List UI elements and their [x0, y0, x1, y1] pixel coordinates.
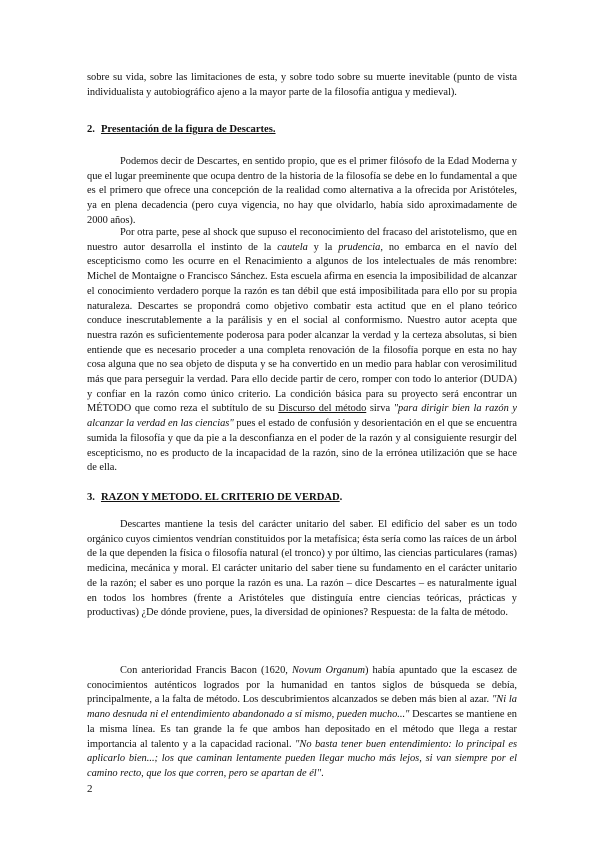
text-run: y la	[307, 241, 339, 253]
section-2-title: Presentación de la figura de Descartes.	[100, 124, 276, 135]
text-run: , no embarca en el navío del escepticismo como les ocurre en el Renacimiento a algunos de los intelectuales de más renombre: Michel de Montaigne o Francisco Sánchez. Esta escuela afirma en esencia la imposibilidad de alcanzar el conocimiento verdadero porque la razón es tan débil que está imposibilitada para ello por su propia naturaleza. Descartes se propondrá como objetivo combatir esta actitud que en el plano teórico conduce inescrutablemente a la parálisis y en el social al conformismo. Nuestro autor acepta que nuestra razón es suficientemente poderosa para poder alcanzar la verdad y la certeza absolutas, si bien entiende que es necesario proceder a una completa renovación de la filosofía porque en esta no hay cosa alguna que no sea objeto de disputa y se ha convertido en un medio para hablar con verosimilitud más que para perseguir la verdad. Para ello decide partir de cero, romper con todo lo anterior (DUDA) y confiar en la razón como único criterio. La condición básica para su proyecto será encontrar un MÉTODO que como reza el subtítulo de su	[87, 241, 517, 415]
quote-bacon: "Ni la mano desnuda ni el entendimiento abandonado a sí mismo, pueden mucho..."	[87, 694, 517, 721]
section-3-paragraph-1: Descartes mantiene la tesis del carácter unitario del saber. El edificio del saber es un todo orgánico cuyos cimientos vendrían constituidos por la metafísica; ésta sería como las raíces de un árbol de la que dependen la física o filosofía natural (el tronco) y por último, las ciencias particulares (ramas) medicina, mecánica y moral. El carácter unitario del saber tiene su fundamento en el carácter unitario de la razón; el saber es uno porque la razón es una. La razón – dice Descartes – es naturalmente igual en todos los hombres (frente a Aristóteles que distinguía entre ciencias teóricas, prácticas y productivas) ¿De dónde proviene, pues, la diversidad de opiniones? Respuesta: de la falta de método.	[87, 519, 517, 619]
text-run: pues el estado de confusión y desorientación en el que se encuentra sumida la filosofía y que da pie a la desconfianza en el poder de la razón y al consiguiente resurgir del escepticismo, no es producto de la incapacidad de la razón, sino de la errónea utilización que se hace de ella.	[87, 418, 517, 474]
quote-descartes: "No basta tener buen entendimiento: lo principal es aplicarlo bien...; los que caminan lentamente pueden llegar mucho más lejos, si van siempre por el camino recto, que los que corren, pero se apartan de él"	[87, 738, 518, 779]
book-title-discurso: Discurso del método	[278, 403, 367, 415]
text-run: sirva	[366, 403, 394, 415]
section-3-title: RAZON Y METODO. EL CRITERIO DE VERDAD	[100, 492, 340, 503]
section-3-heading	[87, 492, 342, 503]
section-3-paragraph-2	[87, 664, 517, 782]
book-title-novum: Novum Organum	[291, 665, 365, 676]
quote-subtitle: "para dirigir bien la razón y alcanzar la verdad en las ciencias"	[87, 403, 517, 430]
page-number: 2	[87, 783, 93, 795]
section-2-heading	[87, 124, 276, 135]
text-run: Por otra parte, pese al shock que supuso el reconocimiento del fracaso del aristotelismo, que en nuestro autor desarrolla el instinto de la	[87, 227, 517, 253]
emphasis-prudencia: prudencia	[338, 241, 381, 253]
section-3-number: 3.	[87, 492, 95, 503]
intro-paragraph: sobre su vida, sobre las limitaciones de esta, y sobre todo sobre su muerte inevitable (punto de vista individualista y autobiográfico ajeno a la mayor parte de la filosofía antigua y medieval).	[87, 72, 517, 98]
text-run: ) había apuntado que la escasez de conocimientos auténticos logrados por la humanidad en tantos siglos de búsqueda se debía, principalmente, a la falta de método. Los descubrimientos alcanzados se deben más bien al azar.	[87, 665, 518, 706]
section-2-number: 2.	[87, 124, 95, 135]
text-run: Descartes se mantiene en la misma línea. Es tan grande la fe que ambos han depositado en el método que llega a restar importancia al talento y a la capacidad racional.	[87, 709, 517, 750]
section-2-paragraph-1: Podemos decir de Descartes, en sentido propio, que es el primer filósofo de la Edad Moderna y que el lugar preeminente que ocupa dentro de la historia de la filosofía se debe en lo fundamental a que es el primero que ofrece una concepción de la realidad como alternativa a la ofrecida por Aristóteles, ya en plena decadencia (pero cuya vigencia, no hay que olvidarlo, había sido aproximadamente de 2000 años).	[87, 156, 517, 226]
section-2-paragraph-2	[87, 226, 517, 476]
section-3-title-end: .	[339, 492, 343, 503]
text-run: Con anterioridad Francis Bacon (1620,	[120, 665, 292, 676]
emphasis-cautela: cautela	[277, 241, 308, 253]
text-run: .	[321, 767, 324, 779]
